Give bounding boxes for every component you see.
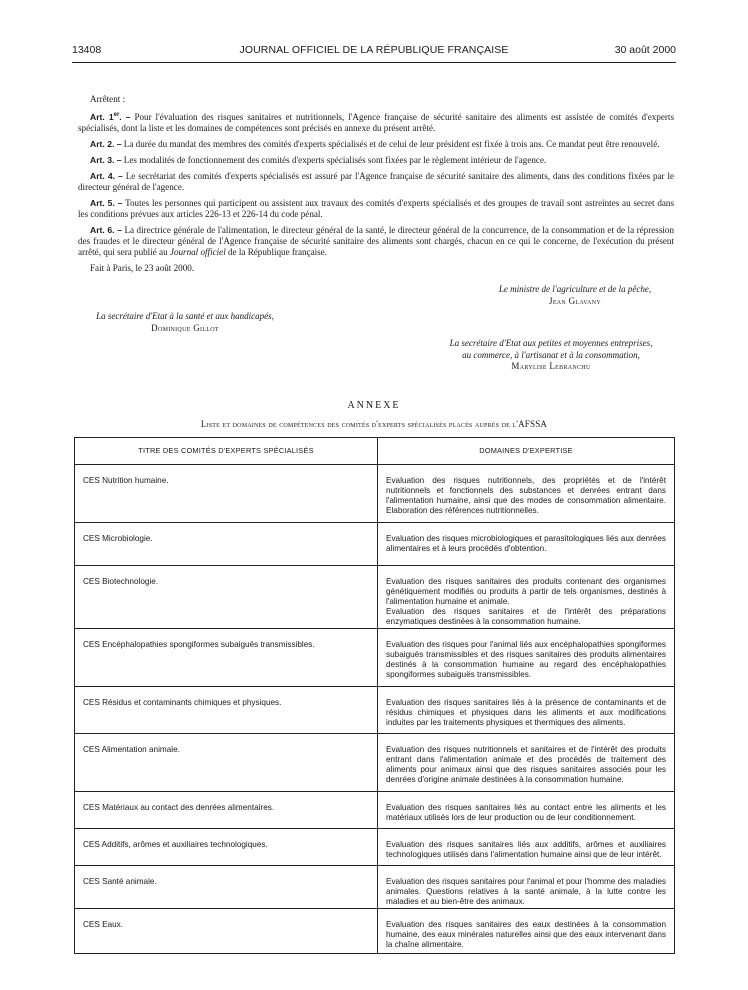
table-row xyxy=(75,465,675,523)
committee-domain: Evaluation des risques sanitaires des eaux destinées à la consommation humaine, des eaux minérales naturelles ainsi que des eaux intervenant dans la chaîne alimentaire. xyxy=(378,909,675,954)
article-label: Art. 4. – xyxy=(90,170,123,181)
signature-agriculture: Le ministre de l'agriculture et de la pêche, Jean Glavany xyxy=(470,284,680,307)
table-row xyxy=(75,829,675,866)
table-row xyxy=(75,523,675,566)
column-header-domain: DOMAINES D'EXPERTISE xyxy=(378,438,675,465)
table-row xyxy=(75,734,675,792)
committee-title: CES Alimentation animale. xyxy=(75,734,378,792)
page-header xyxy=(72,44,676,60)
committee-title: CES Nutrition humaine. xyxy=(75,465,378,523)
committee-domain: Evaluation des risques sanitaires liés au contact entre les aliments et les matériaux utilisés lors de leur production ou de leur conditionnement. xyxy=(378,792,675,829)
committee-domain: Evaluation des risques nutritionnels, des propriétés et de l'intérêt nutritionnels et fonctionnels des substances et denrées entrant dans l'alimentation humaine, ainsi que des modes de consommation alimentaire. Elaboration des références nutritionnelles. xyxy=(378,465,675,523)
article-6: Art. 6. – La directrice générale de l'alimentation, le directeur général de la santé, le directeur général de la concurrence, de la consommation et de la répression des fraudes et le directeur général de l'Agence française de sécurité sanitaire des aliments sont chargés, chacun en ce qui le concerne, de l'exécution du présent arrêté, qui sera publié au Journal officiel de la République française. xyxy=(78,224,674,257)
journal-officiel-ref: Journal officiel xyxy=(169,246,226,257)
committee-title: CES Matériaux au contact des denrées alimentaires. xyxy=(75,792,378,829)
article-3 xyxy=(78,155,674,166)
table-row xyxy=(75,629,675,687)
table-row xyxy=(75,866,675,909)
table-row xyxy=(75,909,675,954)
committee-domain: Evaluation des risques pour l'animal liés aux encéphalopathies spongiformes subaiguës transmissibles et des risques sanitaires des produits alimentaires destinés à la consommation humaine au regard des encéphalopathies spongiformes subaiguës transmissibles. xyxy=(378,629,675,687)
committee-title: CES Biotechnologie. xyxy=(75,566,378,629)
committee-title: CES Résidus et contaminants chimiques et physiques. xyxy=(75,687,378,734)
article-1 xyxy=(78,110,674,134)
committee-domain: Evaluation des risques sanitaires des produits contenant des organismes génétiquement modifiés ou produits à partir de tels organismes, destinés à l'alimentation humaine et animale. Evaluation des risques sanitaires et de l'intérêt des préparations enzymatiques destinées à la consommation humaine. xyxy=(378,566,675,629)
committee-title: CES Microbiologie. xyxy=(75,523,378,566)
table-header-row xyxy=(75,438,675,465)
annexe-table xyxy=(74,437,675,954)
article-4 xyxy=(78,171,674,193)
column-header-title: TITRE DES COMITÉS D'EXPERTS SPÉCIALISÉS xyxy=(75,438,378,465)
article-text: Le secrétariat des comités d'experts spécialisés est assuré par l'Agence française de sécurité sanitaire des aliments, dans des conditions fixées par le directeur général de l'agence. xyxy=(78,170,675,192)
article-label: Art. 3. – xyxy=(90,154,122,165)
committee-domain: Evaluation des risques sanitaires liés aux additifs, arômes et auxiliaires technologiques utilisés dans l'alimentation humaine ainsi que de leur intérêt. xyxy=(378,829,675,866)
signatory-name: Jean Glavany xyxy=(549,295,601,306)
committee-domain: Evaluation des risques microbiologiques et parasitologiques liés aux denrées alimentaires et à leurs procédés d'obtention. xyxy=(378,523,675,566)
article-label: Art. 2. – xyxy=(90,138,122,149)
table-row xyxy=(75,687,675,734)
annexe-subtitle: Liste et domaines de compétences des comités d'experts spécialisés placés auprès de l'AFSSA xyxy=(200,419,548,429)
signatory-name: Dominique Gillot xyxy=(151,322,219,333)
issue-date: 30 août 2000 xyxy=(614,44,676,56)
signature-sante: La secrétaire d'Etat à la santé et aux handicapés, Dominique Gillot xyxy=(72,311,298,334)
article-label: Art. 5. – xyxy=(90,197,123,208)
article-text: Les modalités de fonctionnement des comités d'experts spécialisés sont fixées par le règlement intérieur de l'agence. xyxy=(121,154,547,165)
article-text: La durée du mandat des membres des comités d'experts spécialisés et de celui de leur président est fixée à trois ans. Ce mandat peut être renouvelé. xyxy=(121,138,660,149)
signatory-name: Marylise Lebranchu xyxy=(511,361,591,371)
committee-title: CES Eaux. xyxy=(75,909,378,954)
page-number: 13408 xyxy=(72,44,102,56)
committee-title: CES Santé animale. xyxy=(75,866,378,909)
signature-pme: La secrétaire d'Etat aux petites et moyennes entreprises, au commerce, à l'artisanat et à la consommation, Marylise Lebranchu xyxy=(420,338,682,373)
intro-line: Arrêtent : xyxy=(90,94,126,104)
article-label: Art. 1er. – xyxy=(90,111,131,122)
article-text: Pour l'évaluation des risques sanitaires et nutritionnels, l'Agence française de sécurité sanitaire des aliments est assistée de comités d'experts spécialisés, dont la liste et les domaines de compétences sont précisés en annexe du présent arrêté. xyxy=(78,111,674,133)
table-row xyxy=(75,792,675,829)
article-text: Toutes les personnes qui participent ou assistent aux travaux des comités d'experts spécialisés et des groupes de travail sont astreintes au secret dans les conditions prévues aux articles 226-13 et 226-14 du code pénal. xyxy=(78,197,674,219)
article-label: Art. 6. – xyxy=(90,224,122,235)
article-2 xyxy=(78,139,674,150)
signed-at: Fait à Paris, le 23 août 2000. xyxy=(90,262,195,273)
committee-title: CES Encéphalopathies spongiformes subaiguës transmissibles. xyxy=(75,629,378,687)
annexe-title: ANNEXE xyxy=(347,400,401,411)
header-rule xyxy=(72,62,676,63)
decree-body xyxy=(78,94,674,279)
journal-title: JOURNAL OFFICIEL DE LA RÉPUBLIQUE FRANÇAISE xyxy=(239,44,509,56)
article-5 xyxy=(78,198,674,220)
committee-domain: Evaluation des risques sanitaires pour l'animal et pour l'homme des maladies animales. Questions relatives à la santé animale, à la lutte contre les maladies et au bien-être des animaux. xyxy=(378,866,675,909)
committee-title: CES Additifs, arômes et auxiliaires technologiques. xyxy=(75,829,378,866)
table-row xyxy=(75,566,675,629)
committee-domain: Evaluation des risques nutritionnels et sanitaires et de l'intérêt des produits entrant dans l'alimentation animale et des procédés de traitement des aliments pour animaux ainsi que des risques sanitaires associés pour les denrées d'origine animale destinées à la consommation humaine. xyxy=(378,734,675,792)
committee-domain: Evaluation des risques sanitaires liés à la présence de contaminants et de résidus chimiques et physiques dans les aliments et aux modifications induites par les traitements physiques et thermiques des aliments. xyxy=(378,687,675,734)
